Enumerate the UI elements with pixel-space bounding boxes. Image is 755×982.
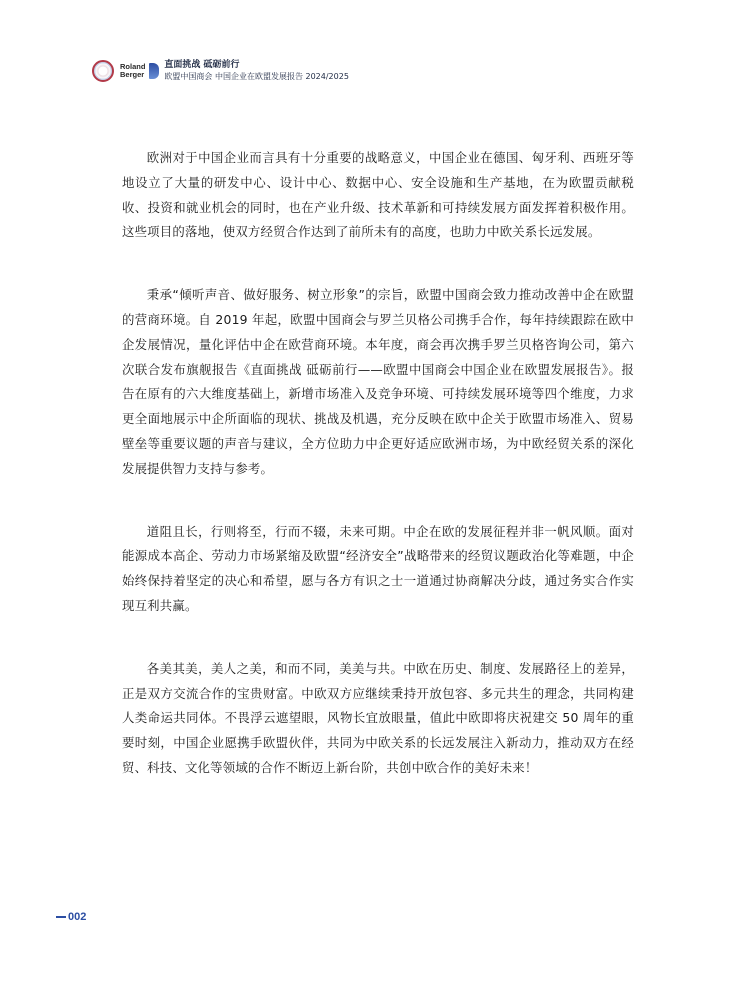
paragraph-2: 秉承“倾听声音、做好服务、树立形象”的宗旨，欧盟中国商会致力推动改善中企在欧盟的营商环境。自 2019 年起，欧盟中国商会与罗兰贝格公司携手合作，每年持续跟踪在欧中企发展情况，量化评估中企在欧营商环境。本年度，商会再次携手罗兰贝格咨询公司，第六次联合发布旗舰报告《直面挑战 砥砺前行——欧盟中国商会中国企业在欧盟发展报告》。报告在原有的六大维度基础上，新增市场准入及竞争环境、可持续发展环境等四个维度，力求更全面地展示中企所面临的现状、挑战及机遇，充分反映在欧中企关于欧盟市场准入、贸易壁垒等重要议题的声音与建议，全方位助力中企更好适应欧洲市场，为中欧经贸关系的深化发展提供智力支持与参考。 <box>122 287 634 476</box>
roland-berger-logo <box>120 63 145 79</box>
report-header <box>92 60 349 82</box>
report-title: 直面挑战 砥砺前行 <box>164 60 240 70</box>
paragraph-3: 道阻且长，行则将至，行而不辍，未来可期。中企在欧的发展征程并非一帆风顺。面对能源成本高企、劳动力市场紧缩及欧盟“经济安全”战略带来的经贸议题政治化等难题，中企始终保持着坚定的决心和希望，愿与各方有识之士一道通过协商解决分歧，通过务实合作实现互利共赢。 <box>122 523 634 613</box>
header-text <box>164 60 349 82</box>
page-footer <box>56 911 86 923</box>
page-body <box>122 146 634 819</box>
report-subtitle: 欧盟中国商会 中国企业在欧盟发展报告 2024/2025 <box>164 72 349 81</box>
roland-berger-b-mark <box>149 63 159 79</box>
paragraph-4: 各美其美，美人之美，和而不同，美美与共。中欧在历史、制度、发展路径上的差异，正是双方交流合作的宝贵财富。中欧双方应继续秉持开放包容、多元共生的理念，共同构建人类命运共同体。不畏浮云遮望眼，风物长宜放眼量，值此中欧即将庆祝建交 50 周年的重要时刻，中国企业愿携手欧盟伙伴，共同为中欧关系的长远发展注入新动力，推动双方在经贸、科技、文化等领域的合作不断迈上新台阶，共创中欧合作的美好未来！ <box>122 660 634 775</box>
page-number: 002 <box>68 911 87 923</box>
footer-dash <box>56 916 66 918</box>
chamber-seal-logo <box>92 60 114 82</box>
paragraph-1: 欧洲对于中国企业而言具有十分重要的战略意义，中国企业在德国、匈牙利、西班牙等地设立了大量的研发中心、设计中心、数据中心、安全设施和生产基地，在为欧盟贡献税收、投资和就业机会的同时，也在产业升级、技术革新和可持续发展方面发挥着积极作用。这些项目的落地，使双方经贸合作达到了前所未有的高度，也助力中欧关系长远发展。 <box>122 150 634 240</box>
logo-text-berger: Berger <box>120 70 145 79</box>
logo-text-roland: Roland <box>120 62 146 71</box>
